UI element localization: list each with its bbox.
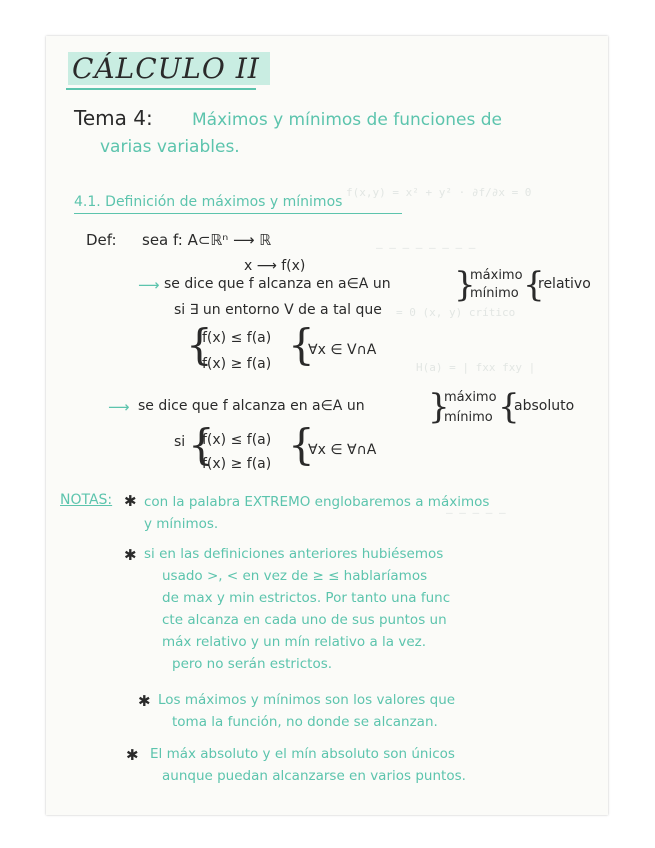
relative-option-min: mínimo [470, 286, 519, 301]
course-title: CÁLCULO II [68, 52, 270, 85]
absolute-condition: si [174, 434, 186, 450]
absolute-kind: absoluto [514, 398, 575, 414]
left-brace-icon: } [428, 387, 450, 427]
note2-line5: máx relativo y un mín relativo a la vez. [162, 634, 427, 650]
note1-line2: y mínimos. [144, 516, 219, 532]
note2-line6: pero no serán estrictos. [172, 656, 333, 672]
left-brace-icon: { [188, 420, 215, 469]
absolute-option-max: máximo [444, 390, 497, 405]
section-underline [74, 213, 402, 214]
bleed-through-text: f(x,y) = x² + y² · ∂f/∂x = 0 [346, 186, 532, 199]
star-icon: ✱ [126, 746, 139, 764]
relative-domain: ∀x ∈ V∩A [308, 342, 377, 358]
topic-title-line1: Máximos y mínimos de funciones de [192, 110, 502, 130]
note2-line1: si en las definiciones anteriores hubiésemos [144, 546, 444, 562]
definition-label: Def: [86, 231, 117, 249]
relative-condition: si ∃ un entorno V de a tal que [174, 302, 382, 318]
notes-label: NOTAS: [60, 492, 113, 508]
note1-line1: con la palabra EXTREMO englobaremos a máximos [144, 494, 490, 510]
absolute-ineq-min: f(x) ≥ f(a) [202, 456, 272, 472]
arrow-icon: ⟶ [138, 276, 160, 294]
absolute-ineq-max: f(x) ≤ f(a) [202, 432, 272, 448]
bleed-through-text: H(a) = | fxx fxy | [416, 361, 536, 374]
definition-function: sea f: A⊂ℝⁿ ⟶ ℝ [142, 231, 272, 249]
star-icon: ✱ [124, 546, 137, 564]
right-brace-icon: { [523, 265, 545, 305]
note2-line4: cte alcanza en cada uno de sus puntos un [162, 612, 447, 628]
arrow-icon: ⟶ [108, 398, 130, 416]
left-brace-icon: { [288, 420, 315, 469]
section-heading: 4.1. Definición de máximos y mínimos [74, 194, 343, 210]
absolute-option-min: mínimo [444, 410, 493, 425]
note3-line1: Los máximos y mínimos son los valores que [158, 692, 456, 708]
relative-lead: se dice que f alcanza en a∈A un [164, 276, 391, 292]
topic-title-line2: varias variables. [100, 137, 240, 157]
bleed-through-text: — — — — — — — — [376, 241, 476, 254]
relative-kind: relativo [538, 276, 591, 292]
definition-mapping: x ⟶ f(x) [244, 258, 306, 274]
star-icon: ✱ [124, 492, 137, 510]
relative-option-max: máximo [470, 268, 523, 283]
notebook-page [46, 36, 608, 815]
relative-ineq-min: f(x) ≥ f(a) [202, 356, 272, 372]
absolute-domain: ∀x ∈ ∀∩A [308, 442, 377, 458]
note4-line1: El máx absoluto y el mín absoluto son únicos [150, 746, 455, 762]
relative-ineq-max: f(x) ≤ f(a) [202, 330, 272, 346]
note2-line2: usado >, < en vez de ≥ ≤ hablaríamos [162, 568, 428, 584]
bleed-through-text: — — — — — [446, 506, 506, 519]
note4-line2: aunque puedan alcanzarse en varios puntos. [162, 768, 466, 784]
absolute-lead: se dice que f alcanza en a∈A un [138, 398, 365, 414]
left-brace-icon: { [288, 320, 315, 369]
note3-line2: toma la función, no donde se alcanzan. [172, 714, 438, 730]
star-icon: ✱ [138, 692, 151, 710]
note2-line3: de max y min estrictos. Por tanto una func [162, 590, 451, 606]
title-underline [66, 88, 256, 90]
topic-label: Tema 4: [74, 106, 153, 130]
bleed-through-text: = 0 (x, y) crítico [396, 306, 516, 319]
right-brace-icon: { [498, 387, 520, 427]
left-brace-icon: } [454, 265, 476, 305]
left-brace-icon: { [186, 320, 213, 369]
